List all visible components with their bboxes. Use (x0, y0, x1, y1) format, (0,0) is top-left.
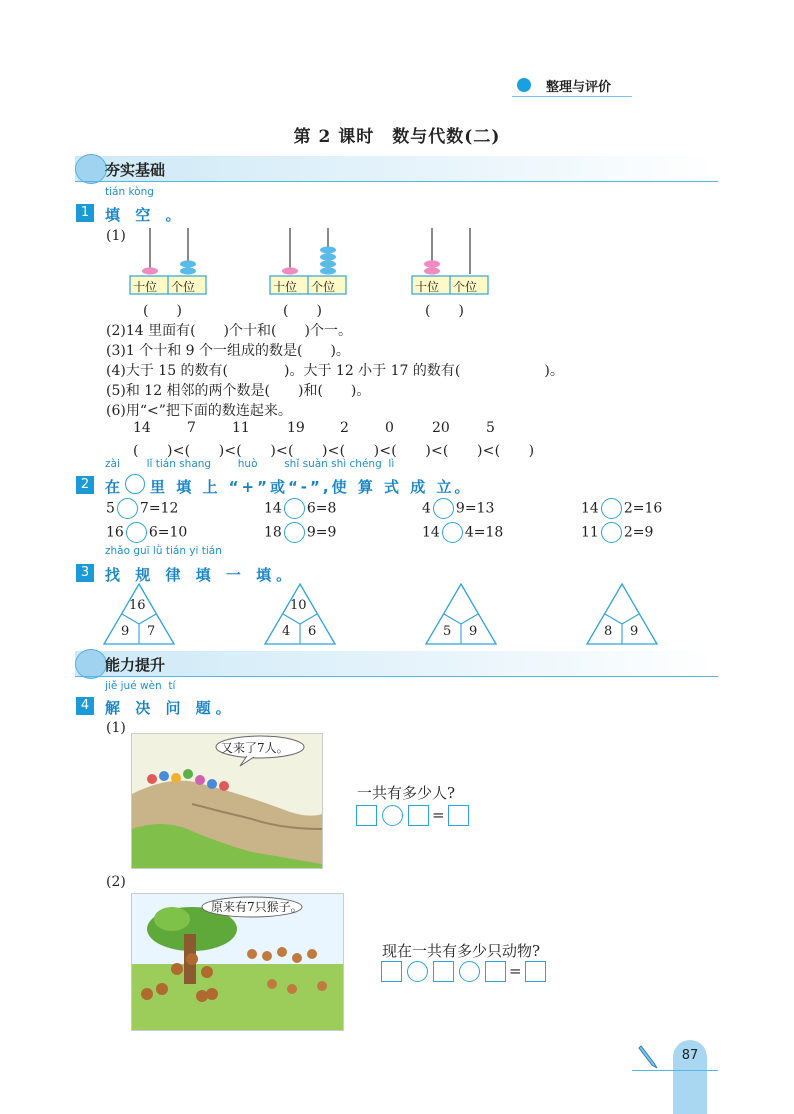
cartoon-mascot-icon (75, 649, 107, 679)
header-underline (512, 96, 632, 97)
number-item: 11 (232, 420, 250, 436)
question-1: 一共有多少人? (357, 784, 456, 802)
q3-number: 3 (76, 564, 94, 582)
operator-circle[interactable] (601, 498, 622, 519)
abacus-bead (320, 246, 336, 253)
section-bar-improve (75, 651, 718, 677)
q1-part2: (2)14 里面有( )个十和( )个一。 (106, 323, 352, 339)
operator-circle[interactable] (407, 961, 428, 982)
abacus-1-ones-label: 个位 (171, 280, 196, 294)
q1-part6: (6)用“<”把下面的数连起来。 (106, 403, 292, 419)
triangle-right-value: 7 (147, 624, 156, 639)
footer-line (632, 1070, 718, 1071)
operator-circle[interactable] (433, 498, 454, 519)
q4-pinyin: jiě jué wèn tí (105, 680, 176, 692)
operator-circle[interactable] (459, 961, 480, 982)
abacus-bead (320, 267, 336, 274)
abacus-3-tens-label: 十位 (415, 280, 440, 294)
cartoon-mascot-icon (75, 154, 107, 184)
abacus-bead (180, 260, 196, 267)
q4-title: 解 决 问 题。 (105, 699, 236, 717)
abacus-2-tens-label: 十位 (273, 280, 298, 294)
equation-2: = (381, 961, 549, 982)
q2-item-1: 5 7=12 (106, 498, 178, 519)
abacus-bead (180, 267, 196, 274)
number-triangle-3 (425, 583, 497, 645)
answer-box[interactable] (408, 805, 429, 826)
q4-part2-label: (2) (106, 874, 126, 890)
answer-box[interactable] (525, 961, 546, 982)
abacus-1-tens-label: 十位 (133, 280, 158, 294)
q1-part3: (3)1 个十和 9 个一组成的数是( )。 (106, 343, 350, 359)
triangle-top-value: 16 (129, 598, 146, 613)
abacus-2-ones-label: 个位 (311, 280, 336, 294)
abacus-bead (424, 267, 440, 274)
operator-circle[interactable] (126, 522, 147, 543)
operator-circle[interactable] (601, 522, 622, 543)
answer-box[interactable] (448, 805, 469, 826)
abacus-2-answer-blank[interactable]: ( ) (283, 303, 322, 319)
q1-part5: (5)和 12 相邻的两个数是( )和( )。 (106, 383, 371, 399)
abacus-bead (424, 260, 440, 267)
question-2: 现在一共有多少只动物? (382, 942, 541, 960)
triangle-right-value: 6 (308, 624, 317, 639)
q2-item-5: 16 6=10 (106, 522, 187, 543)
number-triangle-4 (586, 583, 658, 645)
operator-circle[interactable] (442, 522, 463, 543)
triangle-left-value: 9 (121, 624, 130, 639)
q2-item-6: 18 9=9 (264, 522, 336, 543)
triangle-left-value: 5 (443, 624, 452, 639)
operator-circle[interactable] (117, 498, 138, 519)
section-title-basics: 夯实基础 (105, 161, 166, 179)
speech-bubble-2: 原来有7只猴子。 (211, 900, 303, 914)
q2-item-2: 14 6=8 (264, 498, 336, 519)
operator-circle[interactable] (284, 498, 305, 519)
number-triangle-1 (103, 583, 175, 645)
number-item: 14 (133, 420, 151, 436)
comparison-chain-blanks[interactable]: ( )<( )<( )<( )<( )<( )<( )<( ) (133, 443, 535, 459)
number-item: 0 (385, 420, 394, 436)
section-bar-basics (75, 156, 718, 182)
header-dot (517, 78, 531, 92)
q2-item-7: 14 4=18 (422, 522, 503, 543)
q2-item-4: 14 2=16 (581, 498, 662, 519)
equation-1: = (356, 805, 472, 826)
answer-box[interactable] (381, 961, 402, 982)
operator-circle[interactable] (284, 522, 305, 543)
triangle-top-value: 10 (290, 598, 307, 613)
abacus-bead (320, 260, 336, 267)
abacus-bead (320, 253, 336, 260)
abacus-3-ones-label: 个位 (453, 280, 478, 294)
q1-number: 1 (76, 204, 94, 222)
triangle-left-value: 8 (604, 624, 613, 639)
section-title-improve: 能力提升 (105, 656, 166, 674)
q1-part1-label: (1) (106, 228, 126, 244)
number-triangle-2 (264, 583, 336, 645)
header-section-label: 整理与评价 (546, 80, 612, 95)
number-item: 7 (187, 420, 196, 436)
page-number: 87 (681, 1048, 699, 1063)
answer-box[interactable] (433, 961, 454, 982)
q2-pinyin: zài lǐ tián shang huò shǐ suàn shì chéng lì (105, 458, 395, 470)
abacus-3-answer-blank[interactable]: ( ) (425, 303, 464, 319)
triangle-left-value: 4 (282, 624, 291, 639)
answer-box[interactable] (485, 961, 506, 982)
abacus-1-answer-blank[interactable]: ( ) (143, 303, 182, 319)
number-item: 20 (432, 420, 450, 436)
number-item: 19 (287, 420, 305, 436)
q3-title: 找 规 律 填 一 填。 (105, 566, 297, 584)
q1-pinyin: tián kòng (105, 186, 154, 198)
q2-number: 2 (76, 476, 94, 494)
q2-item-3: 4 9=13 (422, 498, 494, 519)
number-item: 2 (340, 420, 349, 436)
abacus-bead (282, 267, 298, 274)
lesson-title: 第 2 课时 数与代数(二) (293, 127, 501, 147)
answer-box[interactable] (356, 805, 377, 826)
number-item: 5 (486, 420, 495, 436)
q1-title: 填 空 。 (105, 206, 186, 224)
q2-item-8: 11 2=9 (581, 522, 653, 543)
speech-bubble-1: 又来了7人。 (221, 741, 289, 755)
q2-title-start: 在 (105, 478, 126, 496)
abacus-bead (142, 267, 158, 274)
triangle-right-value: 9 (630, 624, 639, 639)
q1-part4: (4)大于 15 的数有( )。大于 12 小于 17 的数有( )。 (106, 363, 564, 379)
q4-number: 4 (76, 697, 94, 715)
operator-circle[interactable] (382, 805, 403, 826)
triangle-right-value: 9 (469, 624, 478, 639)
pencil-icon (638, 1043, 660, 1069)
q4-part1-label: (1) (106, 720, 126, 736)
q3-pinyin: zhǎo guī lǜ tián yi tián (105, 545, 222, 557)
q2-title-circle (125, 474, 145, 494)
q2-title-rest: 里 填 上 “+”或“-”,使 算 式 成 立。 (150, 478, 473, 496)
